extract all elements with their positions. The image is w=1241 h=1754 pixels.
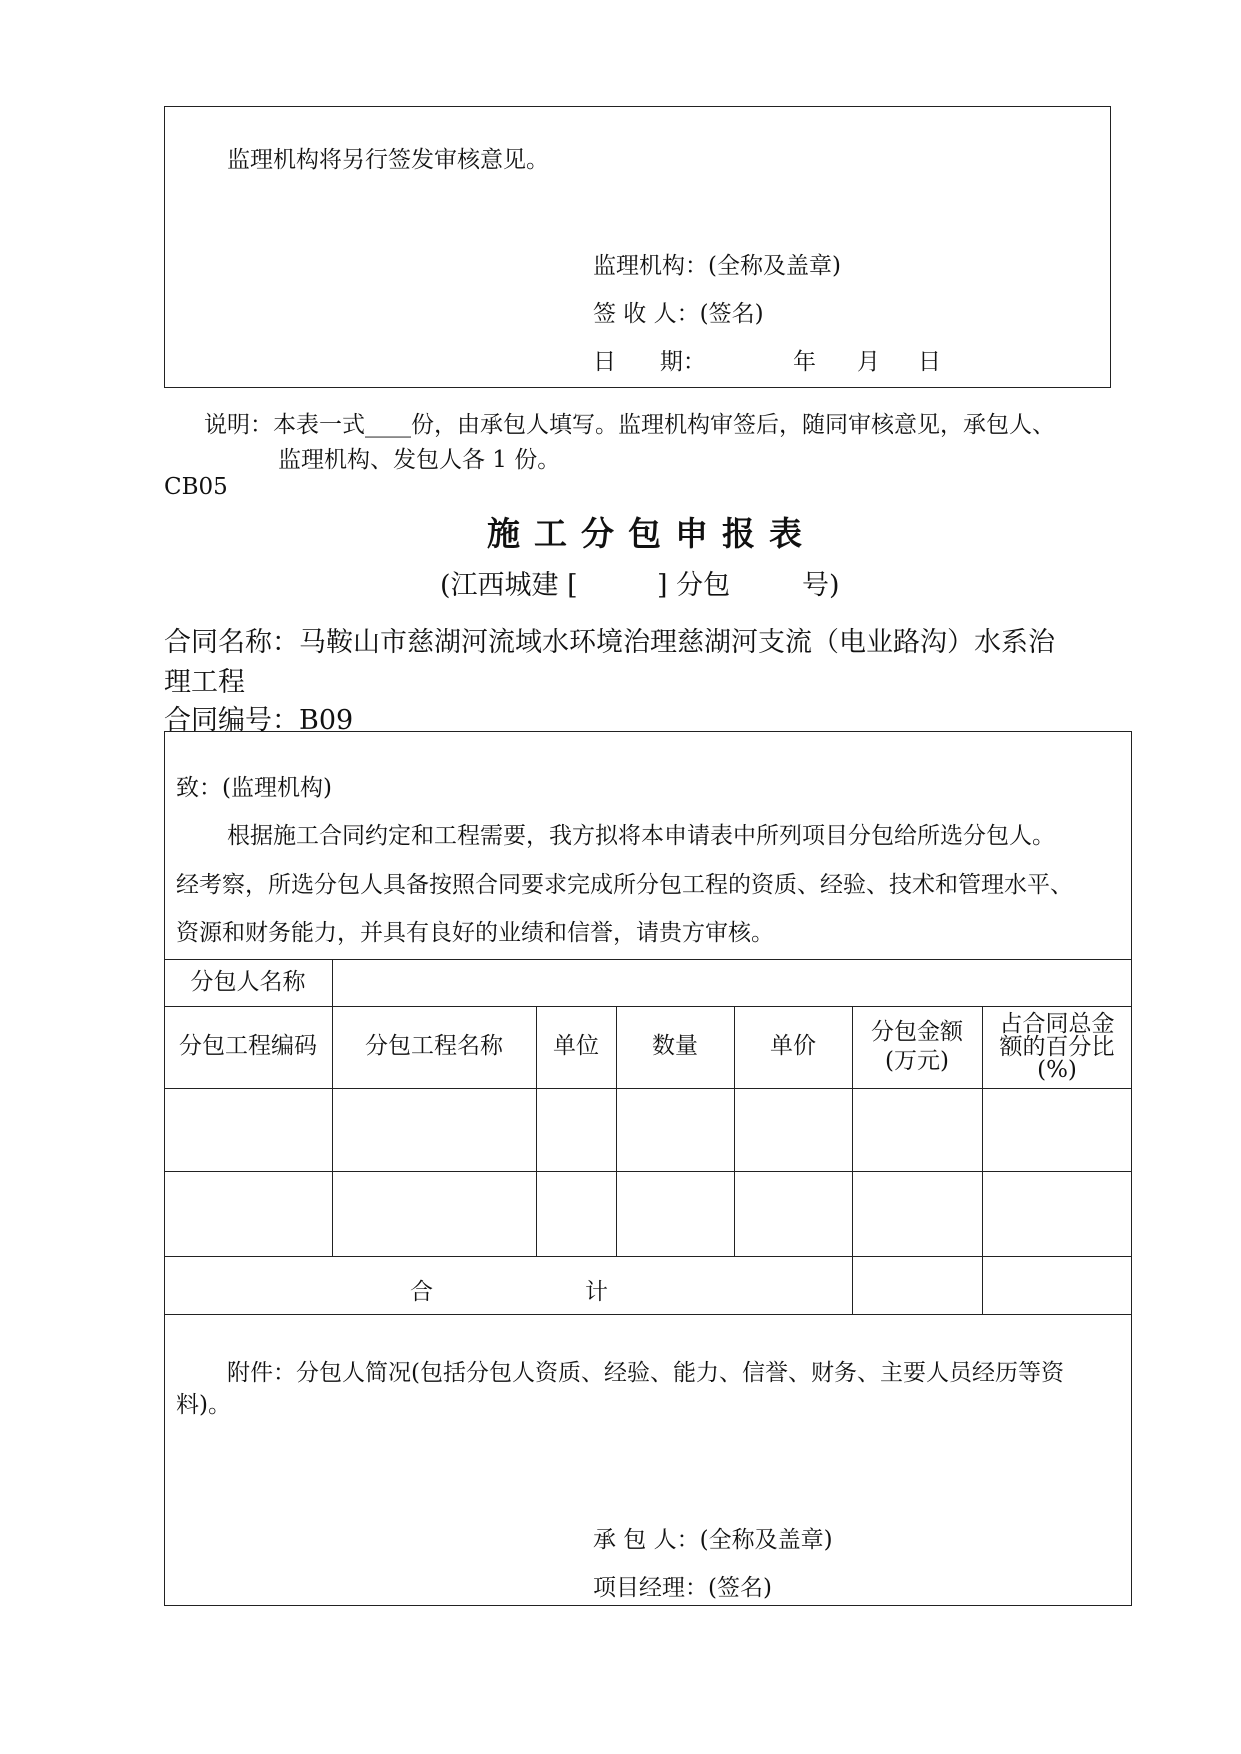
row-1-percentage[interactable] bbox=[982, 1088, 1132, 1171]
attachment-line-1: 附件：分包人简况(包括分包人资质、经验、能力、信誉、财务、主要人员经历等资 bbox=[227, 1360, 1064, 1386]
row-2-code[interactable] bbox=[164, 1171, 332, 1256]
form-title: 施工分包申报表 bbox=[487, 514, 816, 553]
date-month: 月 bbox=[857, 349, 880, 375]
total-label-ji: 计 bbox=[585, 1279, 608, 1305]
row-2-unit[interactable] bbox=[536, 1171, 616, 1256]
subcontractor-name-label: 分包人名称 bbox=[190, 968, 306, 995]
header-percentage bbox=[982, 1006, 1132, 1088]
header-amount-line-1: 分包金额 bbox=[871, 1019, 963, 1046]
header-unit: 单位 bbox=[553, 1033, 599, 1060]
header-amount-line-2: (万元) bbox=[885, 1047, 949, 1074]
form-number-prefix: (江西城建 [ bbox=[440, 570, 578, 601]
header-pct-line-2: 额的百分比 bbox=[999, 1033, 1115, 1060]
header-name: 分包工程名称 bbox=[365, 1033, 503, 1060]
contract-name-line-1: 合同名称：马鞍山市慈湖河流域水环境治理慈湖河支流（电业路沟）水系治 bbox=[164, 627, 1055, 658]
header-amount bbox=[852, 1006, 982, 1088]
header-quantity: 数量 bbox=[652, 1033, 698, 1060]
note-line-2: 监理机构、发包人各 1 份。 bbox=[278, 447, 561, 473]
row-1-amount[interactable] bbox=[852, 1088, 982, 1171]
note-line-1: 说明：本表一式____份，由承包人填写。监理机构审签后，随同审核意见，承包人、 bbox=[204, 412, 1055, 438]
row-1-name[interactable] bbox=[332, 1088, 536, 1171]
header-pct-line-1: 占合同总金 bbox=[999, 1010, 1115, 1037]
form-number-middle: ] 分包 bbox=[657, 570, 731, 601]
application-para-2: 经考察，所选分包人具备按照合同要求完成所分包工程的资质、经验、技术和管理水平、 bbox=[176, 872, 1073, 898]
row-2-unit-price[interactable] bbox=[734, 1171, 852, 1256]
application-para-3: 资源和财务能力，并具有良好的业绩和信誉，请贵方审核。 bbox=[176, 920, 774, 946]
row-1-code[interactable] bbox=[164, 1088, 332, 1171]
row-1-quantity[interactable] bbox=[616, 1088, 734, 1171]
contractor-line: 承 包 人：(全称及盖章) bbox=[593, 1527, 833, 1553]
to-supervisor-line: 致：(监理机构) bbox=[176, 775, 332, 801]
row-2-amount[interactable] bbox=[852, 1171, 982, 1256]
receiver-line: 签 收 人：(签名) bbox=[593, 301, 764, 327]
application-para-1: 根据施工合同约定和工程需要，我方拟将本申请表中所列项目分包给所选分包人。 bbox=[227, 823, 1055, 849]
subcontractor-name-value[interactable] bbox=[332, 959, 1132, 1006]
date-day: 日 bbox=[918, 349, 941, 375]
row-divider bbox=[164, 1314, 1132, 1315]
attachment-line-2: 料)。 bbox=[176, 1392, 231, 1418]
form-number-suffix: 号) bbox=[802, 570, 840, 601]
header-code: 分包工程编码 bbox=[179, 1033, 317, 1060]
row-1-unit[interactable] bbox=[536, 1088, 616, 1171]
row-1-unit-price[interactable] bbox=[734, 1088, 852, 1171]
supervisor-org-line: 监理机构：(全称及盖章) bbox=[593, 253, 841, 279]
total-amount[interactable] bbox=[852, 1256, 982, 1314]
row-2-name[interactable] bbox=[332, 1171, 536, 1256]
total-percentage[interactable] bbox=[982, 1256, 1132, 1314]
row-2-percentage[interactable] bbox=[982, 1171, 1132, 1256]
total-label-he: 合 bbox=[410, 1279, 433, 1305]
review-note: 监理机构将另行签发审核意见。 bbox=[227, 147, 549, 173]
date-year: 年 bbox=[793, 349, 816, 375]
project-manager-line: 项目经理：(签名) bbox=[593, 1575, 772, 1601]
date-label: 日 期： bbox=[593, 349, 706, 375]
form-code: CB05 bbox=[164, 474, 228, 500]
contract-name-line-2: 理工程 bbox=[164, 667, 245, 698]
row-2-quantity[interactable] bbox=[616, 1171, 734, 1256]
header-unit-price: 单价 bbox=[770, 1033, 816, 1060]
header-pct-line-3: (%) bbox=[1037, 1056, 1077, 1083]
contract-number: 合同编号：B09 bbox=[164, 705, 354, 736]
